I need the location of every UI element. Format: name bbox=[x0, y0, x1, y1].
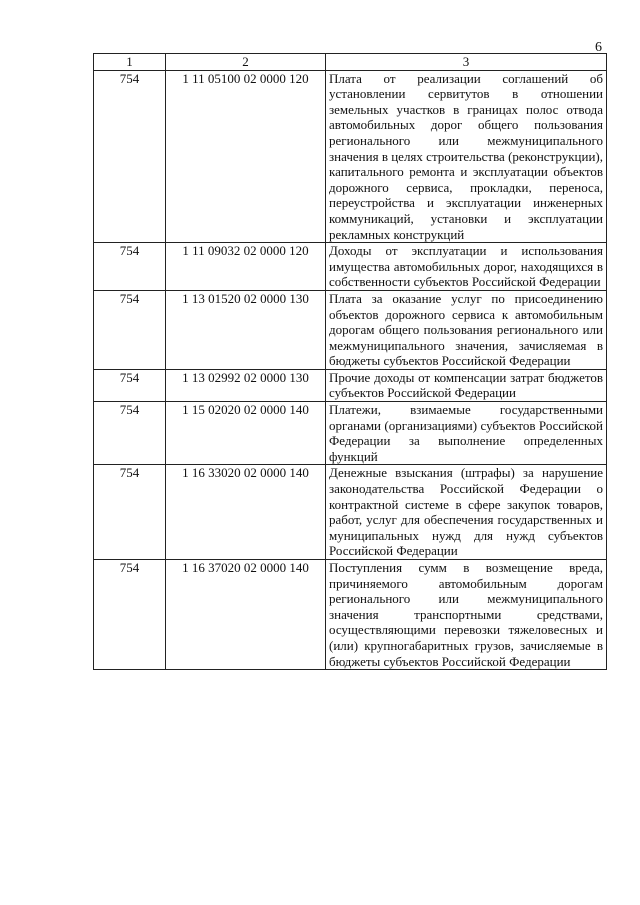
revenue-code-cell: 1 13 02992 02 0000 130 bbox=[166, 369, 326, 401]
table-row bbox=[94, 290, 607, 369]
description-cell: Платежи, взимаемые государственными органами (организациями) субъектов Российской Федерации за выполнение определенных функций bbox=[326, 402, 607, 465]
page-number: 6 bbox=[595, 40, 602, 55]
description-cell: Денежные взыскания (штрафы) за нарушение законодательства Российской Федерации о контрактной системе в сфере закупок товаров, работ, услуг для обеспечения государственных и муниципальных нужд для нужд субъектов Российской Федерации bbox=[326, 465, 607, 560]
admin-code-cell: 754 bbox=[94, 70, 166, 243]
revenue-code-cell: 1 11 09032 02 0000 120 bbox=[166, 243, 326, 291]
table-row bbox=[94, 70, 607, 243]
table-row bbox=[94, 560, 607, 670]
table-body bbox=[94, 70, 607, 670]
table-row bbox=[94, 243, 607, 291]
admin-code-cell: 754 bbox=[94, 560, 166, 670]
admin-code-cell: 754 bbox=[94, 465, 166, 560]
table-row bbox=[94, 402, 607, 465]
admin-code-cell: 754 bbox=[94, 290, 166, 369]
table-row bbox=[94, 465, 607, 560]
column-header-1: 1 bbox=[94, 54, 166, 71]
table-header bbox=[94, 54, 607, 71]
revenue-code-cell: 1 16 33020 02 0000 140 bbox=[166, 465, 326, 560]
description-cell: Плата от реализации соглашений об установлении сервитутов в отношении земельных участков в границах полос отвода автомобильных дорог общего пользования регионального или межмуниципального значения в целях строительства (реконструкции), капитального ремонта и эксплуатации объектов дорожного сервиса, прокладки, переноса, переустройства и эксплуатации инженерных коммуникаций, установки и эксплуатации рекламных конструкций bbox=[326, 70, 607, 243]
revenue-code-cell: 1 16 37020 02 0000 140 bbox=[166, 560, 326, 670]
revenue-code-cell: 1 13 01520 02 0000 130 bbox=[166, 290, 326, 369]
revenue-code-cell: 1 15 02020 02 0000 140 bbox=[166, 402, 326, 465]
header-row bbox=[94, 54, 607, 71]
admin-code-cell: 754 bbox=[94, 402, 166, 465]
table-row bbox=[94, 369, 607, 401]
description-cell: Доходы от эксплуатации и использования имущества автомобильных дорог, находящихся в собственности субъектов Российской Федерации bbox=[326, 243, 607, 291]
column-header-2: 2 bbox=[166, 54, 326, 71]
revenue-codes-table bbox=[93, 53, 607, 670]
column-header-3: 3 bbox=[326, 54, 607, 71]
revenue-code-cell: 1 11 05100 02 0000 120 bbox=[166, 70, 326, 243]
admin-code-cell: 754 bbox=[94, 243, 166, 291]
description-cell: Поступления сумм в возмещение вреда, причиняемого автомобильным дорогам регионального или межмуниципального значения транспортными средствами, осуществляющими перевозки тяжеловесных и (или) крупногабаритных грузов, зачисляемые в бюджеты субъектов Российской Федерации bbox=[326, 560, 607, 670]
admin-code-cell: 754 bbox=[94, 369, 166, 401]
description-cell: Прочие доходы от компенсации затрат бюджетов субъектов Российской Федерации bbox=[326, 369, 607, 401]
description-cell: Плата за оказание услуг по присоединению объектов дорожного сервиса к автомобильным дорогам общего пользования регионального или межмуниципального значения, зачисляемая в бюджеты субъектов Российской Федерации bbox=[326, 290, 607, 369]
